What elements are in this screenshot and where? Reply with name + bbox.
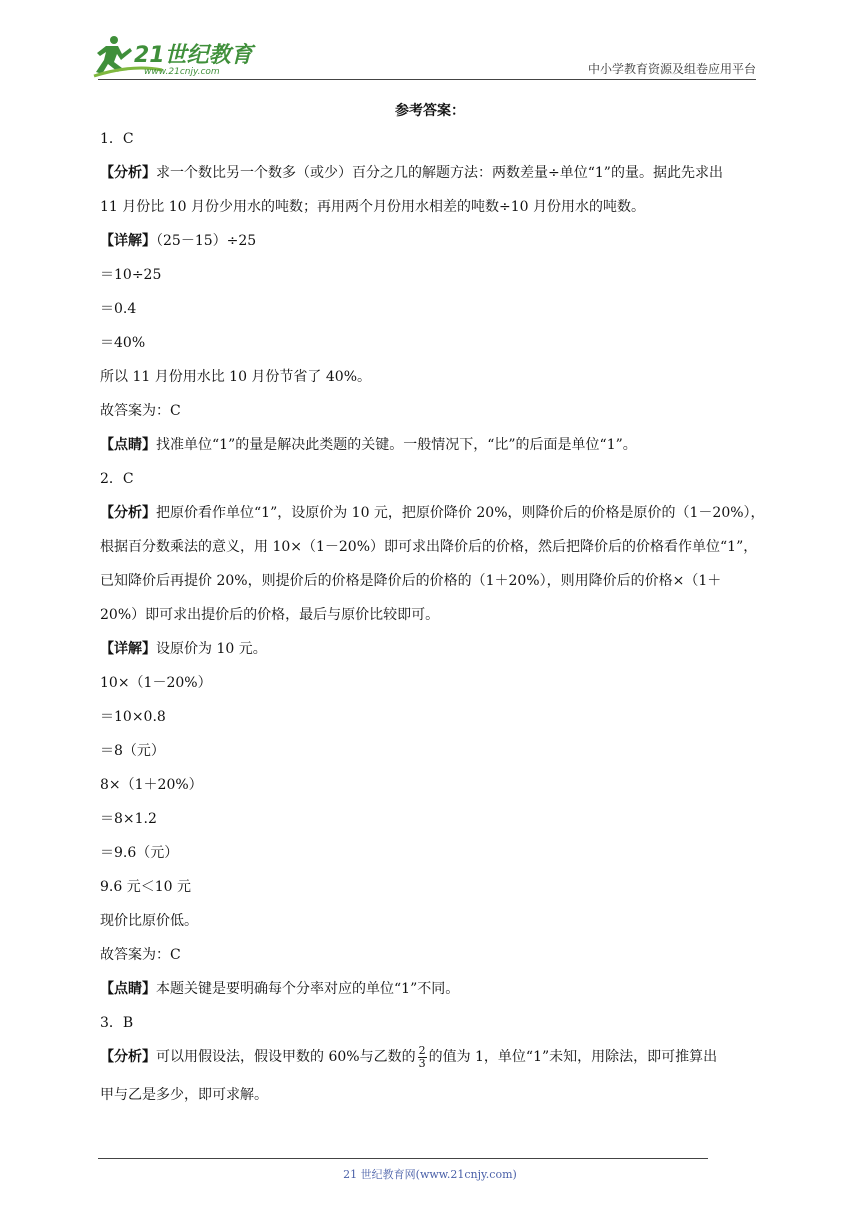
question-number: 3．B (100, 1015, 134, 1031)
detail-text: （25－15）÷25 (156, 233, 257, 249)
analysis-text: 把原价看作单位“1”，设原价为 10 元，把原价降价 20%，则降价后的价格是原价的（1－20%）， (156, 505, 765, 521)
page-header (0, 0, 860, 90)
answer-line: 故答案为：C (100, 947, 181, 963)
question-number: 2．C (100, 471, 134, 487)
text-line: 根据百分数乘法的意义，用 10×（1－20%）即可求出降价后的价格，然后把降价后的价格看作单位“1”， (100, 539, 758, 555)
key-point-text: 找准单位“1”的量是解决此类题的关键。一般情况下，“比”的后面是单位“1”。 (156, 437, 637, 453)
detail-tag: 【详解】 (100, 641, 156, 657)
text-line: 20%）即可求出提价后的价格，最后与原价比较即可。 (100, 607, 440, 623)
fraction-numerator: 2 (418, 1043, 426, 1057)
analysis-tag: 【分析】 (100, 165, 156, 181)
detail-text: 设原价为 10 元。 (156, 641, 267, 657)
key-point-line (100, 978, 760, 1000)
page-title: 参考答案： (395, 103, 465, 119)
calc-line: ＝8（元） (100, 743, 165, 759)
text-line: 现价比原价低。 (100, 913, 198, 929)
text-line: 已知降价后再提价 20%，则提价后的价格是降价后的价格的（1＋20%），则用降价后的价格×（1＋ (100, 573, 722, 589)
key-point-line (100, 434, 760, 456)
calc-line: ＝8×1.2 (100, 811, 157, 827)
detail-tag: 【详解】 (100, 233, 156, 249)
key-point-tag: 【点睛】 (100, 981, 156, 997)
logo-url: www.21cnjy.com (144, 67, 220, 77)
fraction-denominator: 3 (418, 1056, 426, 1070)
calc-line: ＝10÷25 (100, 267, 162, 283)
footer-divider (98, 1158, 708, 1159)
calc-line: 9.6 元＜10 元 (100, 879, 191, 895)
calc-line: ＝9.6（元） (100, 845, 179, 861)
calc-line: ＝10×0.8 (100, 709, 166, 725)
analysis-line (100, 502, 765, 524)
key-point-tag: 【点睛】 (100, 437, 156, 453)
calc-line: 8×（1＋20%） (100, 777, 203, 793)
header-divider (98, 79, 756, 80)
text-line: 甲与乙是多少，即可求解。 (100, 1087, 268, 1103)
text-line: 所以 11 月份用水比 10 月份节省了 40%。 (100, 369, 371, 385)
detail-line (100, 230, 760, 252)
analysis-text: 的值为 1，单位“1”未知，用除法，即可推算出 (428, 1049, 718, 1065)
calc-line: 10×（1－20%） (100, 675, 212, 691)
key-point-text: 本题关键是要明确每个分率对应的单位“1”不同。 (156, 981, 460, 997)
detail-line (100, 638, 760, 660)
logo-21cnjy (92, 34, 262, 80)
fraction (418, 1045, 427, 1070)
text-line: 11 月份比 10 月份少用水的吨数；再用两个月份用水相差的吨数÷10 月份用水的吨数。 (100, 199, 645, 215)
footer-site-link[interactable]: 21 世纪教育网(www.21cnjy.com) (343, 1168, 517, 1181)
analysis-line (100, 162, 760, 184)
analysis-text: 求一个数比另一个数多（或少）百分之几的解题方法：两数差量÷单位“1”的量。据此先求出 (156, 165, 723, 181)
analysis-line (100, 1042, 760, 1072)
answer-line: 故答案为：C (100, 403, 181, 419)
logo-text: 21世纪教育 (134, 43, 253, 68)
analysis-tag: 【分析】 (100, 505, 156, 521)
analysis-text: 可以用假设法，假设甲数的 60%与乙数的 (156, 1049, 416, 1065)
header-platform-label: 中小学教育资源及组卷应用平台 (587, 62, 756, 76)
calc-line: ＝40% (100, 335, 146, 351)
question-number: 1．C (100, 131, 134, 147)
calc-line: ＝0.4 (100, 301, 137, 317)
analysis-tag: 【分析】 (100, 1049, 156, 1065)
